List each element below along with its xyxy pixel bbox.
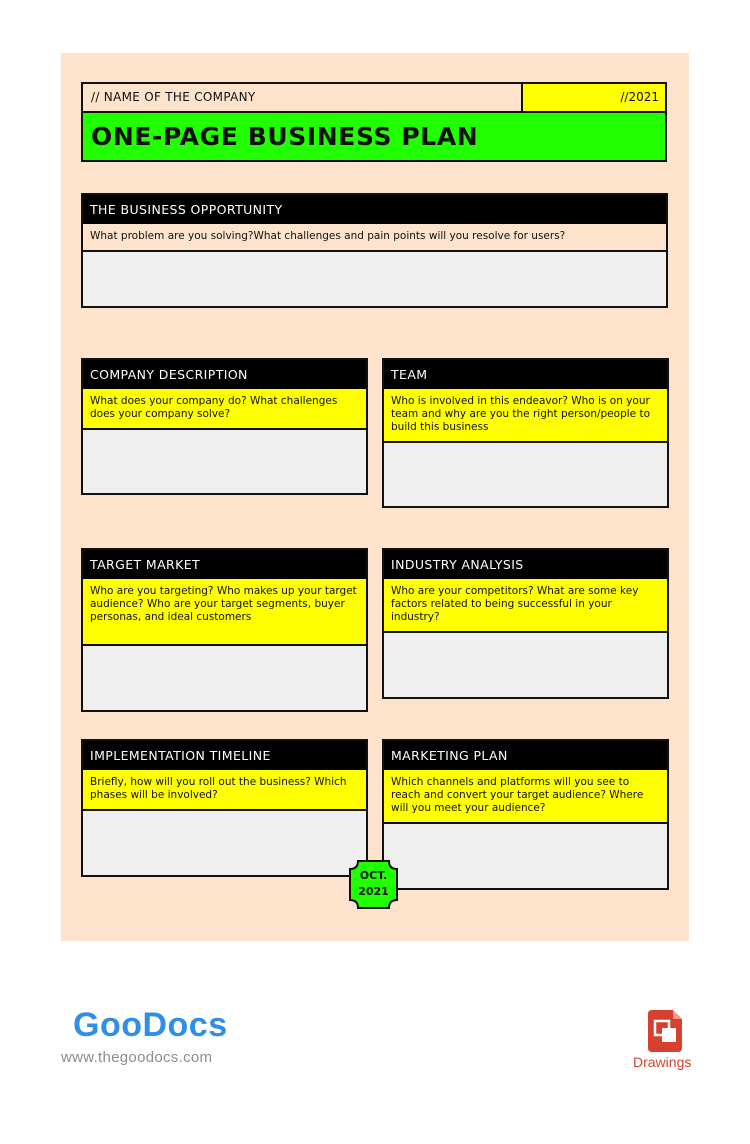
section-answer-area[interactable]: [83, 811, 366, 875]
section-question: What problem are you solving?What challenges and pain points will you resolve for users?: [83, 224, 666, 252]
section-answer-area[interactable]: [384, 824, 667, 888]
section-question: Which channels and platforms will you see to reach and convert your target audience? Where will you meet your audience?: [384, 770, 667, 824]
section-target-market: [81, 548, 368, 712]
section-team: [382, 358, 669, 508]
section-title: COMPANY DESCRIPTION: [83, 360, 366, 389]
drawings-app-label: Drawings: [633, 1054, 692, 1070]
section-title: IMPLEMENTATION TIMELINE: [83, 741, 366, 770]
section-marketing-plan: [382, 739, 669, 890]
section-question: Briefly, how will you roll out the business? Which phases will be involved?: [83, 770, 366, 811]
section-industry-analysis: [382, 548, 669, 699]
header-top-bar: [81, 82, 667, 113]
date-badge-text: [349, 868, 398, 900]
section-question: Who are your competitors? What are some key factors related to being successful in your industry?: [384, 579, 667, 633]
section-title: TEAM: [384, 360, 667, 389]
goodocs-logo[interactable]: GooDocs: [73, 1006, 228, 1044]
section-implementation-timeline: [81, 739, 368, 877]
section-title: TARGET MARKET: [83, 550, 366, 579]
badge-month: OCT.: [359, 869, 388, 882]
badge-year: 2021: [358, 885, 389, 898]
section-title: INDUSTRY ANALYSIS: [384, 550, 667, 579]
section-question: Who are you targeting? Who makes up your target audience? Who are your target segments, buyer personas, and ideal customers: [83, 579, 366, 646]
section-business-opportunity: [81, 193, 668, 308]
section-answer-area[interactable]: [83, 430, 366, 493]
section-company-description: [81, 358, 368, 495]
company-name: // NAME OF THE COMPANY: [91, 90, 256, 104]
title-bar: [81, 113, 667, 162]
website-url[interactable]: www.thegoodocs.com: [61, 1049, 213, 1066]
section-question: Who is involved in this endeavor? Who is on your team and why are you the right person/people to build this business: [384, 389, 667, 443]
section-title: THE BUSINESS OPPORTUNITY: [83, 195, 666, 224]
page-title: ONE-PAGE BUSINESS PLAN: [91, 122, 479, 151]
section-answer-area[interactable]: [384, 443, 667, 506]
section-title: MARKETING PLAN: [384, 741, 667, 770]
year-label: //2021: [620, 90, 659, 104]
section-answer-area[interactable]: [384, 633, 667, 697]
section-answer-area[interactable]: [83, 252, 666, 306]
year-box: [521, 84, 665, 111]
section-answer-area[interactable]: [83, 646, 366, 710]
section-question: What does your company do? What challenges does your company solve?: [83, 389, 366, 430]
drawings-app-icon: [648, 1010, 684, 1052]
